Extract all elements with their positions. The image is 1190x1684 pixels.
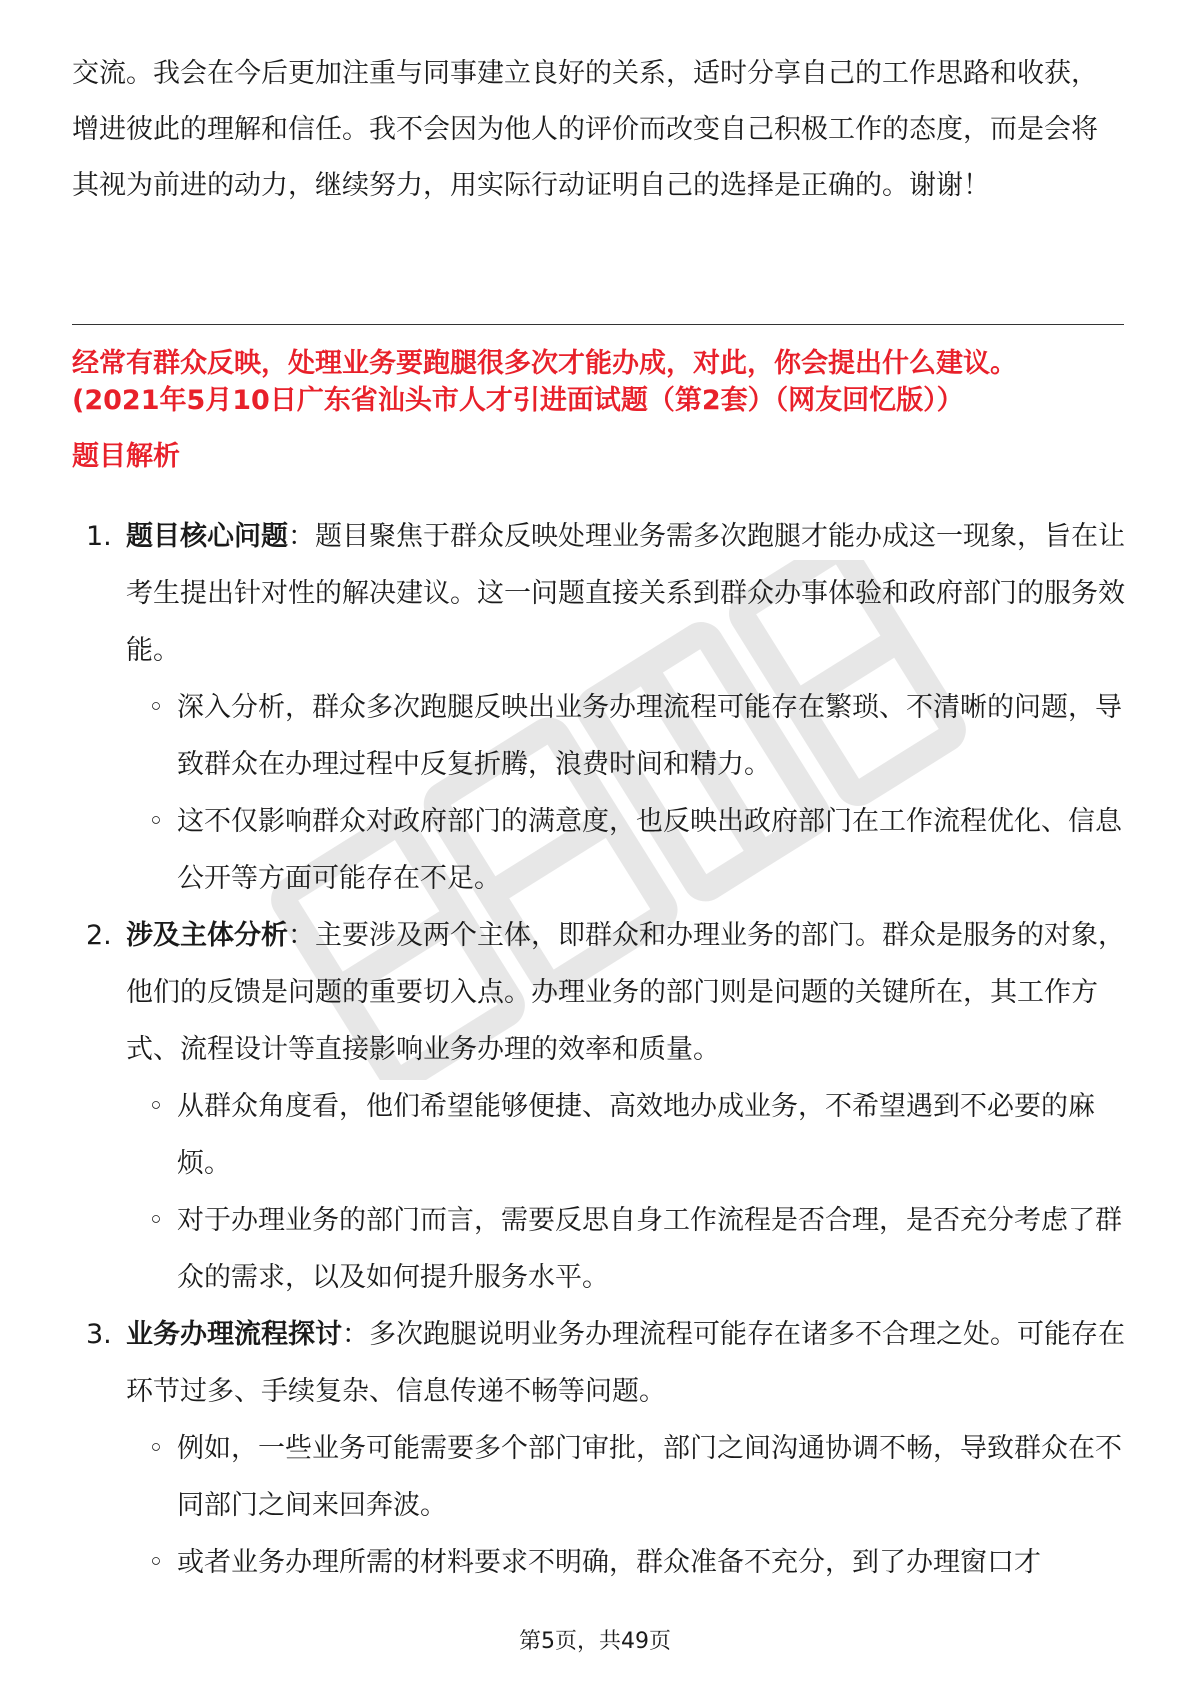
sub-list-item [126, 1534, 1132, 1591]
sub-list-item [126, 793, 1132, 907]
sub-item-text: 从群众角度看，他们希望能够便捷、高效地办成业务，不希望遇到不必要的麻烦。 [177, 1091, 1095, 1179]
item-text: ：主要涉及两个主体，即群众和办理业务的部门。群众是服务的对象，他们的反馈是问题的重要切入点。办理业务的部门则是问题的关键所在，其工作方式、流程设计等直接影响业务办理的效率和质量。 [126, 920, 1125, 1065]
sub-list [126, 679, 1132, 907]
bullet-icon: ◦ [148, 692, 164, 723]
item-text: ：题目聚焦于群众反映处理业务需多次跑腿才能办成这一现象，旨在让考生提出针对性的解决建议。这一问题直接关系到群众办事体验和政府部门的服务效能。 [126, 521, 1125, 666]
question-title [72, 345, 1132, 419]
question-line-2: (2021年5月10日广东省汕头市人才引进面试题（第2套）（网友回忆版）） [72, 385, 964, 416]
item-term: 涉及主体分析 [126, 920, 288, 951]
bullet-icon: ◦ [148, 1205, 164, 1236]
sub-item-text: 例如，一些业务可能需要多个部门审批，部门之间沟通协调不畅，导致群众在不同部门之间来回奔波。 [177, 1433, 1122, 1521]
list-item [72, 508, 1132, 907]
sub-item-text: 深入分析，群众多次跑腿反映出业务办理流程可能存在繁琐、不清晰的问题，导致群众在办理过程中反复折腾，浪费时间和精力。 [177, 692, 1122, 780]
bullet-icon: ◦ [148, 1433, 164, 1464]
item-number: 1. [86, 521, 112, 552]
intro-paragraph: 交流。我会在今后更加注重与同事建立良好的关系，适时分享自己的工作思路和收获，增进彼此的理解和信任。我不会因为他人的评价而改变自己积极工作的态度，而是会将其视为前进的动力，继续努力，用实际行动证明自己的选择是正确的。谢谢！ [72, 58, 1098, 201]
analysis-heading: 题目解析 [72, 441, 180, 472]
sub-item-text: 对于办理业务的部门而言，需要反思自身工作流程是否合理，是否充分考虑了群众的需求，以及如何提升服务水平。 [177, 1205, 1122, 1293]
item-term: 业务办理流程探讨 [126, 1319, 342, 1350]
bullet-icon: ◦ [148, 1547, 164, 1578]
sub-list-item [126, 1192, 1132, 1306]
question-line-1: 经常有群众反映，处理业务要跑腿很多次才能办成，对此，你会提出什么建议。 [72, 348, 1017, 379]
list-item [72, 907, 1132, 1306]
bullet-icon: ◦ [148, 806, 164, 837]
sub-item-text: 这不仅影响群众对政府部门的满意度，也反映出政府部门在工作流程优化、信息公开等方面可能存在不足。 [177, 806, 1122, 894]
item-number: 3. [86, 1319, 112, 1350]
section-divider [72, 324, 1124, 325]
item-term: 题目核心问题 [126, 521, 288, 552]
analysis-list [72, 508, 1132, 1591]
item-text: ：多次跑腿说明业务办理流程可能存在诸多不合理之处。可能存在环节过多、手续复杂、信息传递不畅等问题。 [126, 1319, 1125, 1407]
sub-list [126, 1078, 1132, 1306]
list-item [72, 1306, 1132, 1591]
sub-item-text: 或者业务办理所需的材料要求不明确，群众准备不充分，到了办理窗口才 [177, 1547, 1041, 1578]
sub-list-item [126, 1078, 1132, 1192]
bullet-icon: ◦ [148, 1091, 164, 1122]
page-footer: 第5页，共49页 [519, 1629, 671, 1654]
sub-list-item [126, 1420, 1132, 1534]
item-number: 2. [86, 920, 112, 951]
sub-list-item [126, 679, 1132, 793]
sub-list [126, 1420, 1132, 1591]
